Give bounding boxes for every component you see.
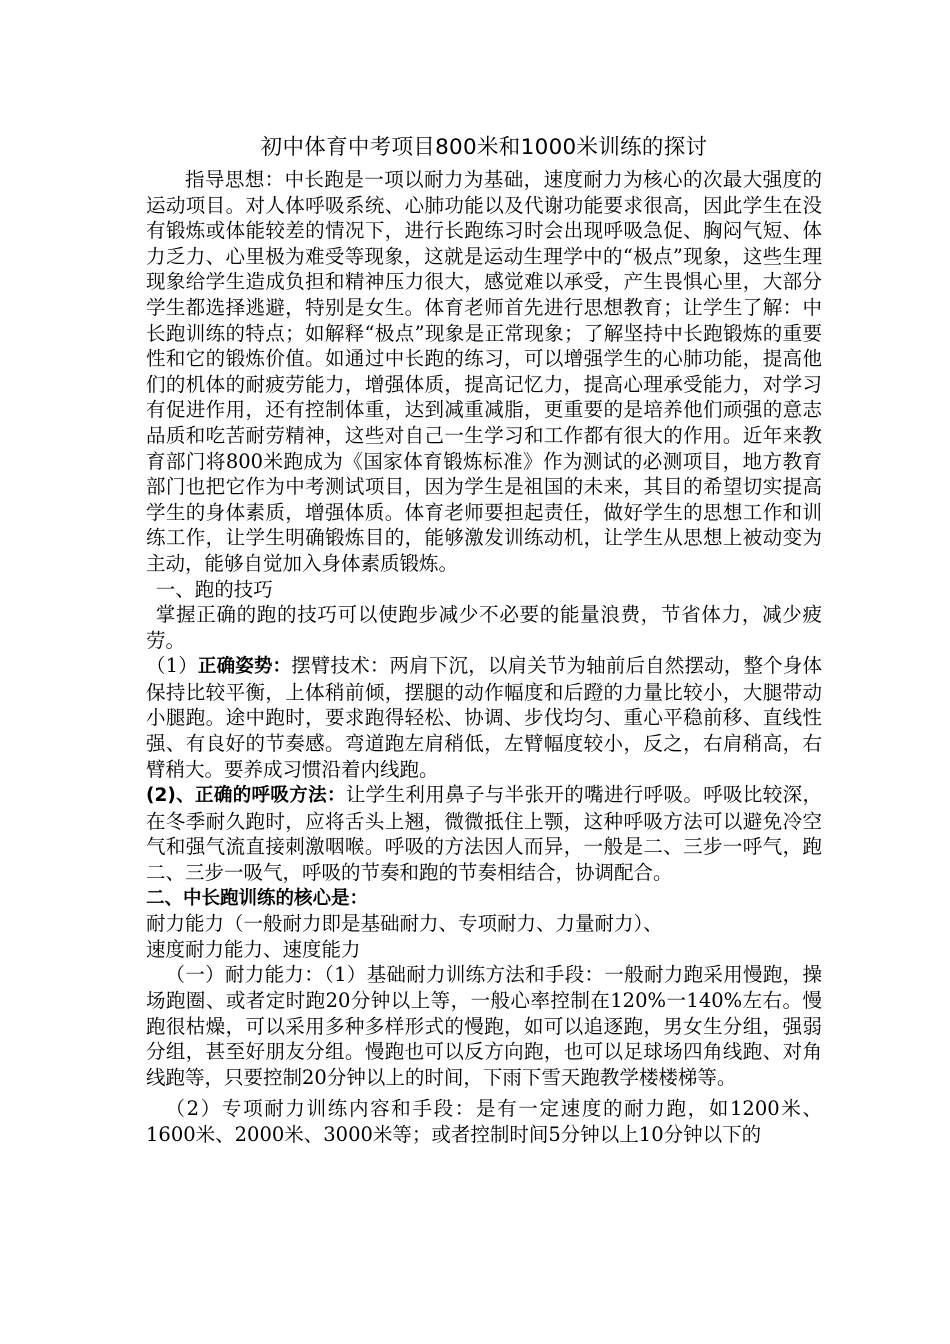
- section2-paragraph2: （2）专项耐力训练内容和手段：是有一定速度的耐力跑，如1200米、1600米、2000米、3000米等；或者控制时间5分钟以上10分钟以下的: [146, 1097, 822, 1146]
- section1-item1: [146, 653, 822, 782]
- section1-paragraph: 掌握正确的跑的技巧可以使跑步减少不必要的能量浪费，节省体力，减少疲劳。: [146, 603, 822, 652]
- section1-heading: 一、跑的技巧: [155, 577, 273, 601]
- intro-paragraph: 指导思想：中长跑是一项以耐力为基础，速度耐力为核心的次最大强度的运动项目。对人体呼吸系统、心肺功能以及代谢功能要求很高，因此学生在没有锻炼或体能较差的情况下，进行长跑练习时会出现呼吸急促、胸闷气短、体力乏力、心里极为难受等现象，这就是运动生理学中的“极点”现象，这些生理现象给学生造成负担和精神压力很大，感觉难以承受，产生畏惧心里，大部分学生都选择逃避，特别是女生。体育老师首先进行思想教育；让学生了解：中长跑训练的特点；如解释“极点”现象是正常现象；了解坚持中长跑锻炼的重要性和它的锻炼价值。如通过中长跑的练习，可以增强学生的心肺功能，提高他们的机体的耐疲劳能力，增强体质，提高记忆力，提高心理承受能力，对学习有促进作用，还有控制体重，达到减重减脂，更重要的是培养他们顽强的意志品质和吃苦耐劳精神，这些对自己一生学习和工作都有很大的作用。近年来教育部门将800米跑成为《国家体育锻炼标准》作为测试的必测项目，地方教育部门也把它作为中考测试项目，因为学生是祖国的未来，其目的希望切实提高学生的身体素质，增强体质。体育老师要担起责任，做好学生的思想工作和训练工作，让学生明确锻炼目的，能够激发训练动机，让学生从思想上被动变为主动，能够自觉加入身体素质锻炼。: [146, 168, 822, 575]
- section2-paragraph1: （一）耐力能力：（1）基础耐力训练方法和手段：一般耐力跑采用慢跑，操场跑圈、或者定时跑20分钟以上等，一般心率控制在120%一140%左右。慢跑很枯燥，可以采用多种多样形式的慢跑，如可以追逐跑，男女生分组，强弱分组，甚至好朋友分组。慢跑也可以反方向跑，也可以足球场四角线跑、对角线跑等，只要控制20分钟以上的时间，下雨下雪天跑教学楼楼梯等。: [146, 963, 822, 1089]
- section2-line2: 速度耐力能力、速度能力: [146, 937, 361, 961]
- item1-text: 摆臂技术：两肩下沉，以肩关节为轴前后自然摆动，整个身体保持比较平衡，上体稍前倾，摆腿的动作幅度和后蹬的力量比较小，大腿带动小腿跑。途中跑时，要求跑得轻松、协调、步伐均匀、重心平稳前移、直线性强、有良好的节奏感。弯道跑左肩稍低，左臂幅度较小，反之，右肩稍高，右臂稍大。要养成习惯沿着内线跑。: [146, 654, 822, 781]
- document-title: 初中体育中考项目800米和1000米训练的探讨: [260, 135, 708, 160]
- section2-line1: 耐力能力（一般耐力即是基础耐力、专项耐力、力量耐力）、: [146, 912, 663, 936]
- item1-prefix: （1）: [146, 654, 198, 678]
- section2-heading: 二、中长跑训练的核心是：: [146, 887, 369, 909]
- item2-text: 让学生利用鼻子与半张开的嘴进行呼吸。呼吸比较深，在冬季耐久跑时，应将舌头上翘，微微抵住上颚，这种呼吸方法可以避免冷空气和强气流直接刺激咽喉。呼吸的方法因人而异，一般是二、三步一呼气，跑二、三步一吸气，呼吸的节奏和跑的节奏相结合，协调配合。: [146, 783, 822, 885]
- document-body: [146, 133, 822, 1148]
- section1-item2: [146, 782, 822, 885]
- item1-label: 正确姿势：: [197, 656, 292, 678]
- item2-label: (2)、正确的呼吸方法：: [146, 785, 346, 807]
